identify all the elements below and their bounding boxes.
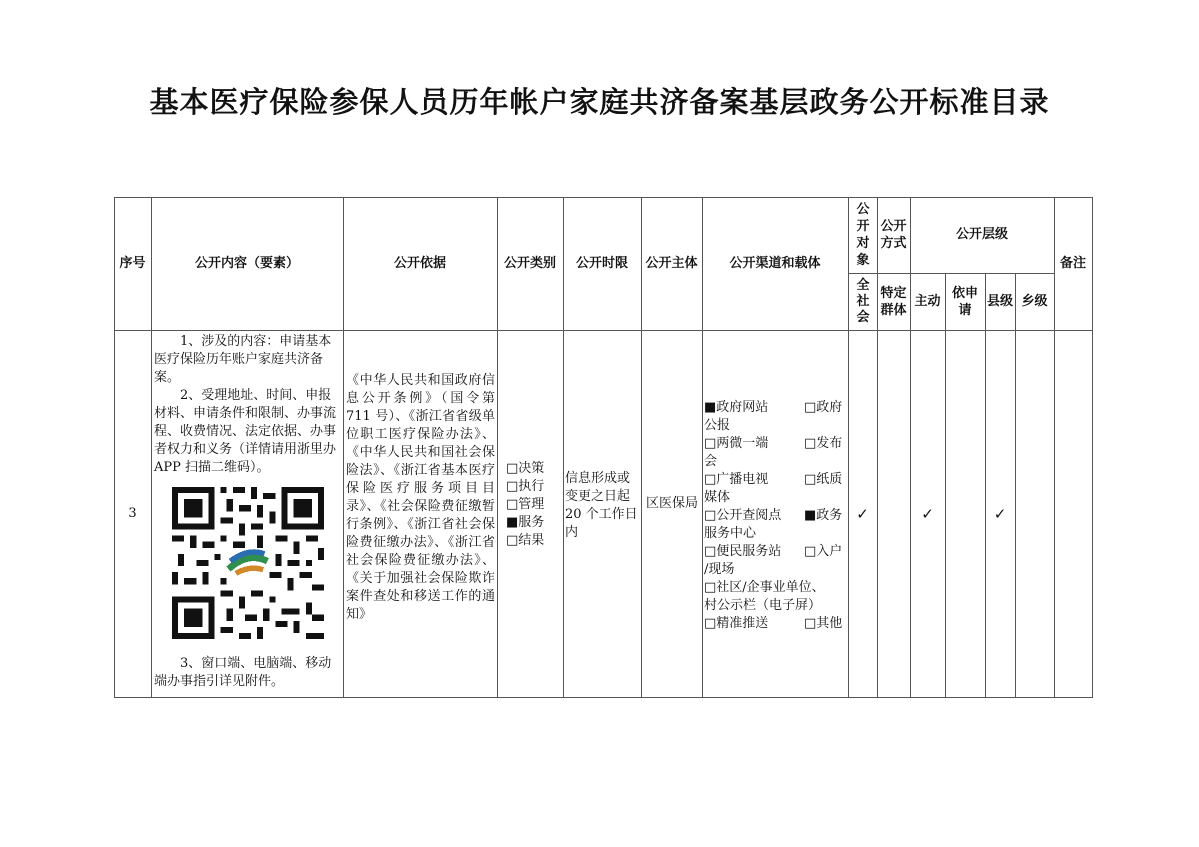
header-mode: 公开方式	[880, 219, 907, 251]
header-category: 公开类别	[503, 255, 556, 271]
header-channel: 公开渠道和载体	[729, 255, 821, 271]
channel-option: □入户	[804, 544, 843, 559]
header-basis: 公开依据	[393, 255, 446, 271]
check-object-all: ✓	[856, 504, 869, 523]
header-mode-active: 主动	[914, 293, 941, 309]
channel-line	[704, 399, 848, 417]
channel-option: /现场	[704, 562, 735, 577]
channel-option: □公开查阅点	[704, 508, 782, 523]
check-level-county: ✓	[993, 504, 1007, 523]
channel-option: □发布	[804, 436, 843, 451]
category-option: □执行	[506, 479, 545, 494]
header-content: 公开内容（要素）	[194, 255, 299, 271]
row-basis: 《中华人民共和国政府信息公开条例》（国令第 711 号）、《浙江省省级单位职工医疗保险办法》、《中华人民共和国社会保险法》、《浙江省基本医疗保险医疗服务项目目录》、《社会保险费征缴暂行条例》、《浙江省社会保险费征缴办法》、《浙江省社会保险费征缴办法》、《关于加强社会保险欺诈案件查处和移送工作的通知》	[346, 373, 495, 622]
header-time-limit: 公开时限	[575, 255, 628, 271]
row-category-list	[506, 460, 562, 550]
channel-line	[704, 615, 848, 633]
channel-option: 村公示栏（电子屏）	[704, 598, 822, 613]
channel-line	[704, 561, 848, 579]
header-object-all: 全社会	[856, 278, 870, 325]
channel-option: 媒体	[704, 490, 731, 505]
channel-option: 公报	[704, 418, 731, 433]
header-subject: 公开主体	[645, 255, 698, 271]
content-paragraph-3: 3、窗口端、电脑端、移动端办事指引详见附件。	[154, 656, 332, 689]
header-level: 公开层级	[955, 227, 1008, 242]
channel-line	[704, 525, 848, 543]
page-title: 基本医疗保险参保人员历年帐户家庭共济备案基层政务公开标准目录	[149, 85, 1050, 119]
header-level-county: 县级	[986, 293, 1013, 309]
header-object: 公开对象	[856, 202, 870, 268]
row-channel-list	[704, 399, 848, 633]
channel-option: □精准推送	[704, 616, 769, 631]
qr-code-icon	[172, 487, 324, 639]
channel-line	[704, 435, 848, 453]
channel-line	[704, 579, 848, 597]
channel-line	[704, 453, 848, 471]
row-subject: 区医保局	[645, 496, 698, 511]
row-time-limit: 信息形成或变更之日起 20 个工作日内	[565, 471, 638, 540]
content-paragraph-2: 2、受理地址、时间、申报材料、申请条件和限制、办事流程、收费情况、法定依据、办事者权力和义务（详情请用浙里办 APP 扫描二维码）。	[154, 388, 337, 475]
channel-option: □纸质	[804, 472, 843, 487]
category-option: □结果	[506, 533, 545, 548]
channel-line	[704, 597, 848, 615]
channel-option: 服务中心	[704, 526, 757, 541]
row-seq: 3	[128, 505, 137, 521]
content-paragraph-1: 1、涉及的内容：申请基本医疗保险历年账户家庭共济备案。	[154, 334, 332, 385]
header-seq: 序号	[119, 255, 146, 271]
channel-line	[704, 417, 848, 435]
channel-option: □广播电视	[704, 472, 769, 487]
channel-option: □便民服务站	[704, 544, 782, 559]
channel-line	[704, 489, 848, 507]
channel-line	[704, 543, 848, 561]
category-option: ■服务	[506, 515, 545, 530]
channel-line	[704, 471, 848, 489]
check-mode-active: ✓	[921, 504, 934, 523]
row-content-footer	[154, 655, 341, 691]
channel-line	[704, 507, 848, 525]
header-object-specific: 特定群体	[880, 286, 907, 318]
channel-option: □政府	[804, 400, 843, 415]
row-content	[154, 333, 341, 477]
channel-option: 会	[704, 454, 718, 469]
header-remark: 备注	[1059, 255, 1086, 271]
header-level-township: 乡级	[1021, 293, 1048, 309]
category-option: □决策	[506, 461, 545, 476]
channel-option: □社区/企事业单位、	[704, 580, 825, 595]
channel-option: ■政务	[804, 508, 843, 523]
category-option: □管理	[506, 497, 545, 512]
channel-option: □其他	[804, 616, 843, 631]
channel-option: ■政府网站	[704, 400, 769, 415]
header-mode-apply: 依申请	[951, 285, 978, 318]
channel-option: □两微一端	[704, 436, 769, 451]
